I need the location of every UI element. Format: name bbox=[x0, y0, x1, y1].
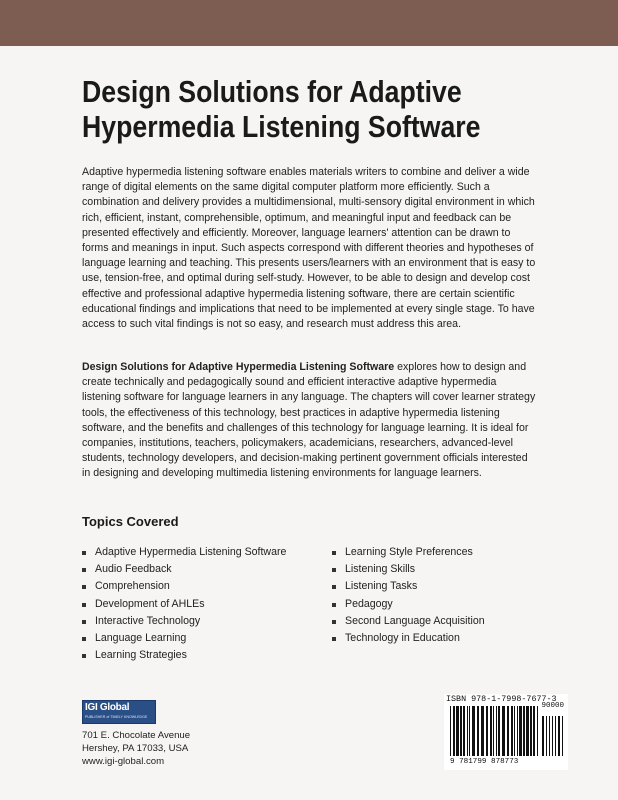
barcode-addon-bar bbox=[555, 716, 556, 756]
barcode-bar bbox=[502, 706, 505, 756]
barcode-bar bbox=[460, 706, 462, 756]
barcode-bar bbox=[507, 706, 509, 756]
description-paragraph-1: Adaptive hypermedia listening software enables materials writers to combine and deliver a wide range of digital elements on the same digital computer platform more efficiently. Such a combination and delivery provides a multidimensional, multi-sensory digital environment in which rich, efficient, instant, comprehensible, optimum, and meaningful input and feedback can be presented effectively and efficiently. Moreover, language learners' attention can be drawn to forms and meanings in input. Such aspects correspond with different theories and hypotheses of language learning and teaching. This presents users/learners with an environment that is easy to use, tension-free, and optimal during self-study. However, to be able to design and develop cost effective and professional adaptive hypermedia listening software, there are certain scientific educational findings and implications that need to be implemented at every single stage. To have access to such vital findings is not so easy, and research must address this area. bbox=[82, 166, 536, 331]
isbn-number: ISBN 978-1-7998-7677-3 bbox=[446, 694, 557, 704]
topic-item: Adaptive Hypermedia Listening Software bbox=[82, 544, 286, 561]
barcode-bar bbox=[453, 706, 455, 756]
barcode-addon-bar bbox=[562, 716, 563, 756]
barcode-bar bbox=[511, 706, 513, 756]
paragraph-2-text: explores how to design and create technically and pedagogically sound and efficient interactive adaptive hypermedia listening software for language learners in any language. The chapters will cover learner strategy tools, the effectiveness of this technology, best practices in adaptive hypermedia listening software, and the benefits and challenges of this technology for language learning. It is ideal for companies, institutions, teachers, policymakers, academicians, researchers, advanced-level students, technology developers, and decision-making pertinent government officials interested in designing and developing multimedia listening environments for language learners. bbox=[82, 361, 536, 480]
topic-item: Development of AHLEs bbox=[82, 596, 286, 613]
barcode-bar bbox=[517, 706, 518, 756]
barcode-bar bbox=[526, 706, 529, 756]
barcode-bar bbox=[530, 706, 532, 756]
barcode-bar bbox=[537, 706, 538, 756]
topic-item: Audio Feedback bbox=[82, 561, 286, 578]
barcode-addon-bar bbox=[552, 716, 553, 756]
barcode-bar bbox=[493, 706, 494, 756]
topics-list-right bbox=[332, 544, 485, 647]
barcode-bar bbox=[469, 706, 470, 756]
barcode-bar bbox=[496, 706, 497, 756]
barcode-bar bbox=[467, 706, 468, 756]
barcode-bar bbox=[498, 706, 500, 756]
barcode-addon-bar bbox=[542, 716, 544, 756]
barcode-bar bbox=[523, 706, 525, 756]
topic-item: Technology in Education bbox=[332, 630, 485, 647]
barcode-bar bbox=[477, 706, 479, 756]
topic-item: Pedagogy bbox=[332, 596, 485, 613]
top-color-band bbox=[0, 0, 618, 46]
barcode-bar bbox=[533, 706, 535, 756]
barcode-addon-bar bbox=[549, 716, 550, 756]
barcode-bar bbox=[514, 706, 515, 756]
barcode-bar bbox=[450, 706, 451, 756]
book-title: Design Solutions for Adaptive Hypermedia Listening Software bbox=[82, 74, 481, 144]
publisher-website: www.igi-global.com bbox=[82, 756, 165, 768]
topics-list-left bbox=[82, 544, 286, 664]
description-paragraph-2 bbox=[82, 360, 538, 482]
barcode-bar bbox=[490, 706, 492, 756]
publisher-address bbox=[82, 729, 190, 769]
barcode-addon: 90000 bbox=[541, 702, 564, 710]
topic-item: Listening Tasks bbox=[332, 578, 485, 595]
address-line-2: Hershey, PA 17033, USA bbox=[82, 743, 189, 755]
topic-item: Comprehension bbox=[82, 578, 286, 595]
barcode-bar bbox=[456, 706, 459, 756]
topics-heading: Topics Covered bbox=[82, 514, 179, 529]
topic-item: Learning Style Preferences bbox=[332, 544, 485, 561]
logo-name: IGI Global bbox=[85, 702, 130, 713]
topic-item: Interactive Technology bbox=[82, 613, 286, 630]
topic-item: Second Language Acquisition bbox=[332, 613, 485, 630]
barcode-bar bbox=[481, 706, 484, 756]
barcode-bars bbox=[444, 706, 568, 758]
barcode-addon-bar bbox=[558, 716, 560, 756]
topic-item: Language Learning bbox=[82, 630, 286, 647]
barcode-addon-bar bbox=[546, 716, 547, 756]
barcode-bar bbox=[472, 706, 475, 756]
barcode-bar bbox=[519, 706, 522, 756]
barcode-bar bbox=[486, 706, 488, 756]
address-line-1: 701 E. Chocolate Avenue bbox=[82, 730, 191, 741]
ean-number: 9 781799 878773 bbox=[450, 758, 519, 766]
paragraph-2-book-title: Design Solutions for Adaptive Hypermedia Listening Software bbox=[82, 361, 395, 373]
publisher-logo bbox=[82, 700, 156, 724]
isbn-barcode bbox=[444, 694, 568, 770]
logo-tagline: PUBLISHER of TIMELY KNOWLEDGE bbox=[85, 715, 148, 719]
topic-item: Learning Strategies bbox=[82, 647, 286, 664]
topic-item: Listening Skills bbox=[332, 561, 485, 578]
barcode-bar bbox=[463, 706, 465, 756]
